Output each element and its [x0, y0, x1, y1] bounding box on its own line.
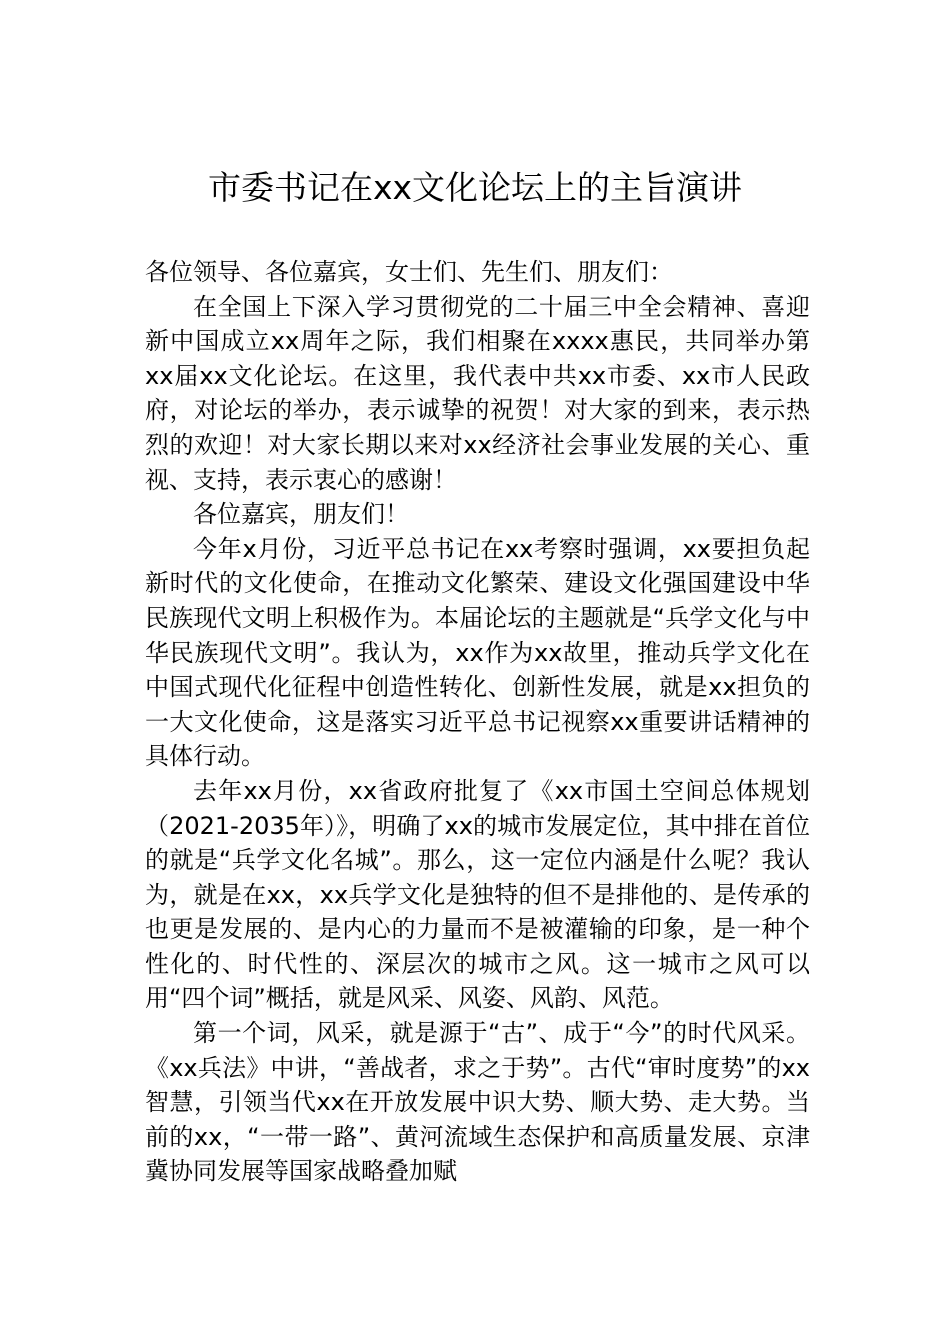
positioning-paragraph: 去年xx月份，xx省政府批复了《xx市国土空间总体规划（2021-2035年）》，明确了xx的城市发展定位，其中排在首位的就是“兵学文化名城”。那么，这一定位内涵是什么呢？我认为，就是在xx，xx兵学文化是独特的但不是排他的、是传承的也更是发展的、是内心的力量而不是被灌输的印象，是一种个性化的、时代性的、深层次的城市之风。这一城市之风可以用“四个词”概括，就是风采、风姿、风韵、风范。 — [145, 776, 810, 1013]
first-point-paragraph: 第一个词，风采，就是源于“古”、成于“今”的时代风采。《xx兵法》中讲，“善战者，求之于势”。古代“审时度势”的xx智慧，引领当代xx在开放发展中识大势、顺大势、走大势。当前的xx，“一带一路”、黄河流域生态保护和高质量发展、京津冀协同发展等国家战略叠加赋 — [145, 1019, 810, 1186]
document-title: 市委书记在xx文化论坛上的主旨演讲 — [207, 168, 743, 207]
theme-paragraph: 今年x月份，习近平总书记在xx考察时强调，xx要担负起新时代的文化使命，在推动文化繁荣、建设文化强国建设中华民族现代文明上积极作为。本届论坛的主题就是“兵学文化与中华民族现代文明”。我认为，xx作为xx故里，推动兵学文化在中国式现代化征程中创造性转化、创新性发展，就是xx担负的一大文化使命，这是落实习近平总书记视察xx重要讲话精神的具体行动。 — [145, 534, 810, 771]
address-paragraph: 各位嘉宾，朋友们！ — [193, 500, 409, 529]
opening-paragraph: 在全国上下深入学习贯彻党的二十届三中全会精神、喜迎新中国成立xx周年之际，我们相聚在xxxx惠民，共同举办第xx届xx文化论坛。在这里，我代表中共xx市委、xx市人民政府，对论坛的举办，表示诚挚的祝贺！对大家的到来，表示热烈的欢迎！对大家长期以来对xx经济社会事业发展的关心、重视、支持，表示衷心的感谢！ — [145, 292, 810, 494]
salutation-paragraph: 各位领导、各位嘉宾，女士们、先生们、朋友们： — [145, 258, 673, 286]
document-body — [145, 255, 810, 1189]
